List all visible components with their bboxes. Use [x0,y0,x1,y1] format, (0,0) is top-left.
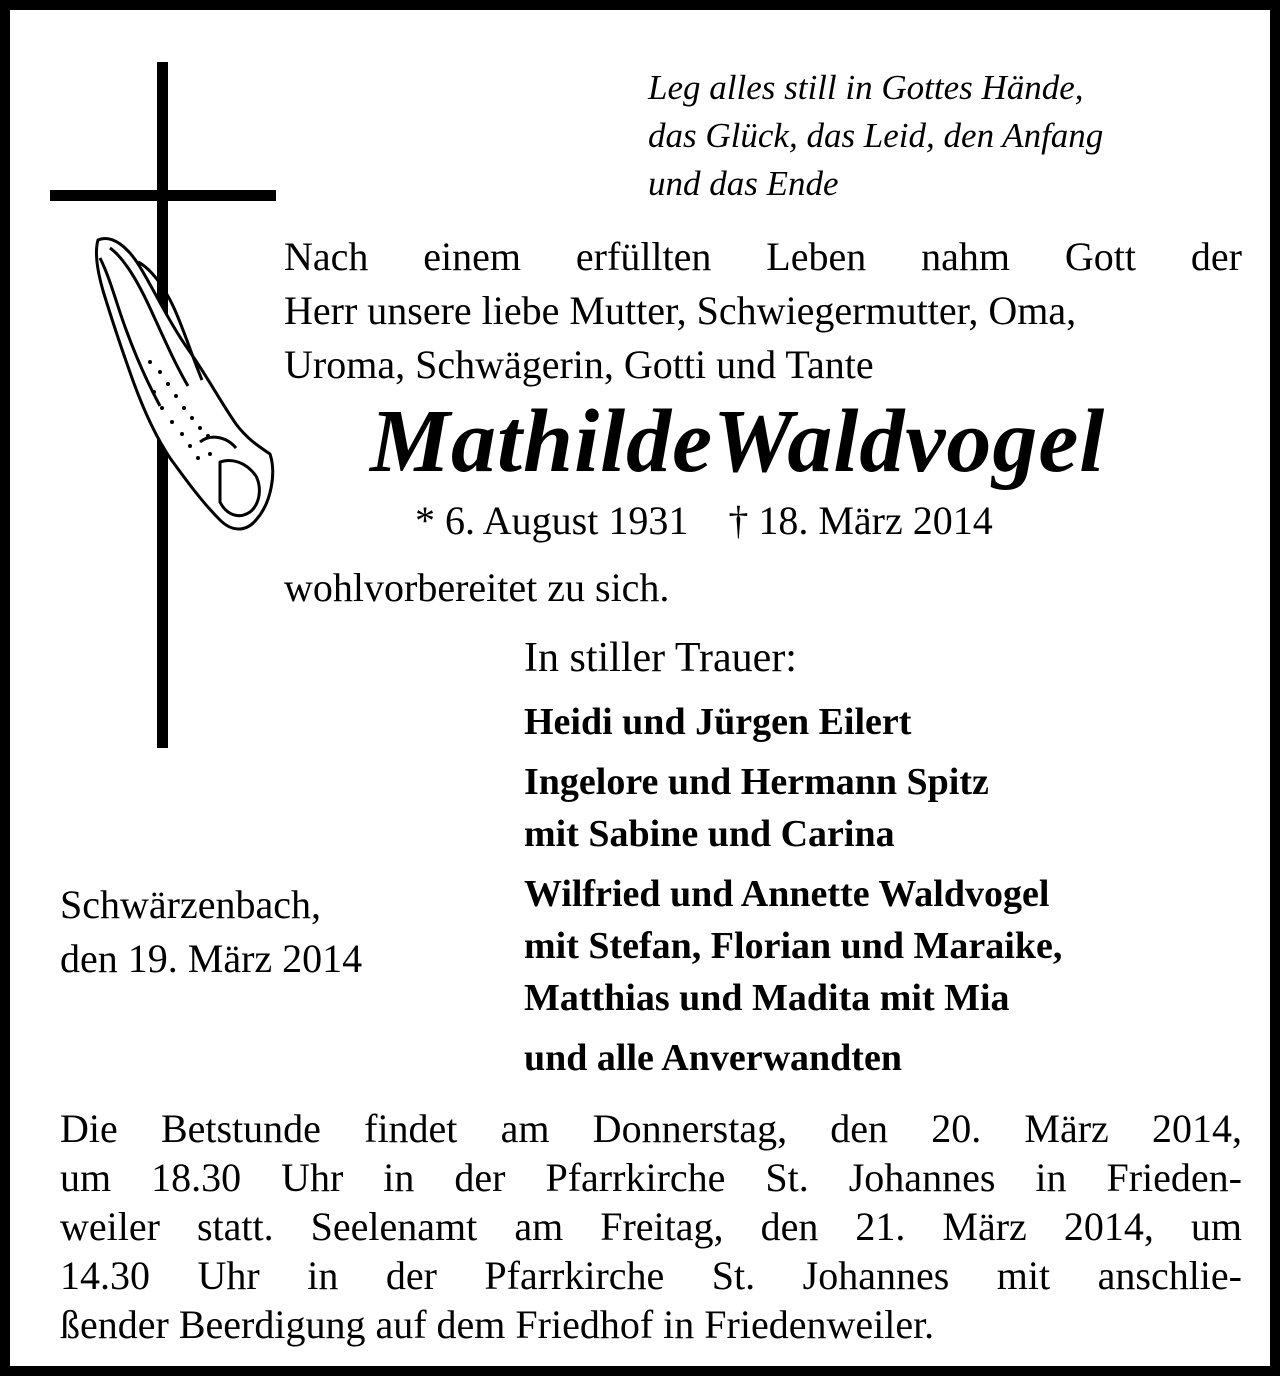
mourning-heading: In stiller Trauer: [524,635,797,681]
mourner-group [524,868,1062,1024]
life-dates [415,496,993,546]
intro-line: Uroma, Schwägerin, Gotti und Tante [284,342,874,387]
mourner-line: und alle Anverwandten [524,1037,902,1079]
mourner-line: mit Stefan, Florian und Maraike, [524,925,1063,967]
place: Schwärzenbach, [60,882,321,927]
mourner-group [524,696,1062,748]
mourners-list [524,696,1062,1092]
intro-line: Nach einem erfüllten Leben nahm Gott der [284,234,1242,279]
notice-line: weiler statt. Seelenamt am Freitag, den 21. März 2014, um [60,1204,1242,1249]
mourner-line: Ingelore und Hermann Spitz [524,761,989,803]
notice-line: 14.30 Uhr in der Pfarrkirche St. Johannes mit anschlie- [60,1253,1242,1298]
mourner-line: Heidi und Jürgen Eilert [524,701,912,743]
motto-line: Leg alles still in Gottes Hände, [648,68,1084,107]
mourner-group [524,1032,1062,1084]
motto-verse [648,64,1103,208]
mourner-line: Wilfried und Annette Waldvogel [524,873,1050,915]
date: den 19. März 2014 [60,936,363,981]
notice-line: um 18.30 Uhr in der Pfarrkirche St. Johannes in Frieden- [60,1155,1242,1200]
mourner-line: mit Sabine und Carina [524,813,895,855]
motto-line: das Glück, das Leid, den Anfang [648,116,1104,155]
cross-with-praying-hands-icon [50,62,280,748]
service-notice [60,1104,1242,1349]
birth-date: * 6. August 1931 [415,498,689,543]
death-date: † 18. März 2014 [728,498,993,543]
intro-line: Herr unsere liebe Mutter, Schwiegermutter, Oma, [284,288,1077,333]
notice-line: ßender Beerdigung auf dem Friedhof in Friedenweiler. [60,1302,935,1347]
deceased-name: MathildeWaldvogel [370,392,1106,491]
prepared-text: wohlvorbereitet zu sich. [284,565,670,610]
mourner-group [524,756,1062,860]
mourner-line: Matthias und Madita mit Mia [524,977,1010,1019]
place-date [60,878,362,986]
motto-line: und das Ende [648,164,839,203]
notice-line: Die Betstunde findet am Donnerstag, den 20. März 2014, [60,1106,1242,1151]
intro-text [284,230,1242,392]
